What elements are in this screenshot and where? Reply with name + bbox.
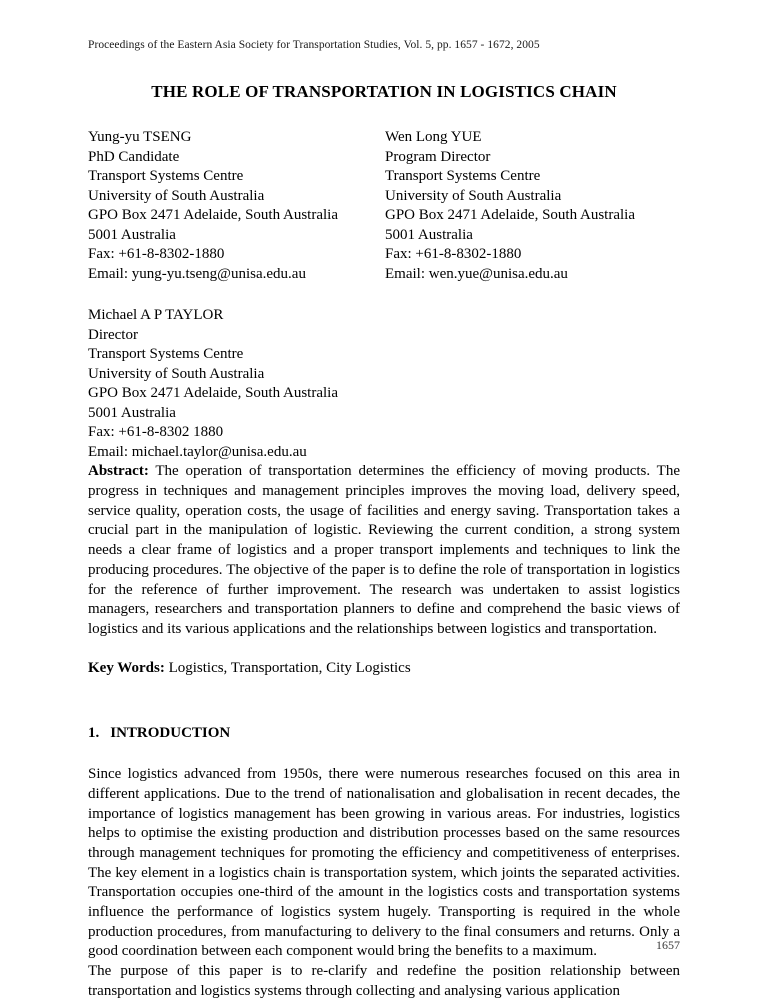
section-title: INTRODUCTION [110,725,231,742]
page-title: THE ROLE OF TRANSPORTATION IN LOGISTICS CHAIN [151,82,617,102]
author-postcode: 5001 Australia [88,226,176,243]
author-name: Yung-yu TSENG [88,129,192,146]
author-role: Director [88,326,138,343]
author-block-second [385,128,680,284]
author-role: PhD Candidate [88,148,180,165]
page-content [88,38,680,1002]
author-postcode: 5001 Australia [88,404,176,421]
author-role: Program Director [385,148,491,165]
abstract-paragraph [88,462,680,639]
author-postcode: 5001 Australia [385,226,473,243]
author-name: Wen Long YUE [385,129,482,146]
author-centre: Transport Systems Centre [385,168,541,185]
author-email: Email: michael.taylor@unisa.edu.au [88,443,307,460]
author-centre: Transport Systems Centre [88,346,244,363]
author-email: Email: yung-yu.tseng@unisa.edu.au [88,265,306,282]
page-number: 1657 [656,938,680,952]
author-fax: Fax: +61-8-8302-1880 [88,246,225,263]
keywords-label: Key Words: [88,659,165,676]
author-block-third [88,306,680,462]
author-name: Michael A P TAYLOR [88,307,224,324]
keywords-line [88,659,680,679]
section-heading-introduction [88,724,680,744]
keywords-text: Logistics, Transportation, City Logistics [164,659,411,676]
authors-row [88,128,680,284]
author-fax: Fax: +61-8-8302 1880 [88,424,224,441]
author-university: University of South Australia [88,187,265,204]
introduction-paragraph-1: Since logistics advanced from 1950s, there were numerous researches focused on this area in different applications. Due to the trend of nationalisation and globalisation in recent decades, the importance of logistics management has been growing in various areas. For industries, logistics helps to optimise the existing production and distribution processes based on the same resources through management techniques for promoting the efficiency and competitiveness of enterprises. The key element in a logistics chain is transportation system, which joints the separated activities. Transportation occupies one-third of the amount in the logistics costs and transportation systems influence the performance of logistics system hugely. Transporting is required in the whole production procedures, from manufacturing to delivery to the final consumers and returns. Only a good coordination between each component would bring the benefits to a maximum. [88,766,680,960]
author-university: University of South Australia [88,365,265,382]
abstract-text: The operation of transportation determines the efficiency of moving products. The progress in techniques and management principles improves the moving load, delivery speed, service quality, operation costs, the usage of facilities and energy saving. Transportation takes a crucial part in the manipulation of logistic. Reviewing the current condition, a strong system needs a clear frame of logistics and a proper transport implements and techniques to link the producing procedures. The objective of the paper is to define the role of transportation in logistics for the reference of further improvement. The research was undertaken to assist logistics managers, researchers and transportation planners to define and comprehend the basic views of logistics and its various applications and the relationships between logistics and transportation. [88,463,680,637]
author-email: Email: wen.yue@unisa.edu.au [385,265,568,282]
author-address: GPO Box 2471 Adelaide, South Australia [385,207,635,224]
abstract-label: Abstract: [88,463,149,480]
author-address: GPO Box 2471 Adelaide, South Australia [88,207,338,224]
author-fax: Fax: +61-8-8302-1880 [385,246,522,263]
running-head: Proceedings of the Eastern Asia Society for Transportation Studies, Vol. 5, pp. 1657 - 1672, 2005 [88,39,540,51]
introduction-paragraph-2: The purpose of this paper is to re-clarify and redefine the position relationship between transportation and logistics systems through collecting and analysing various application [88,963,680,999]
author-address: GPO Box 2471 Adelaide, South Australia [88,385,338,402]
author-university: University of South Australia [385,187,562,204]
author-block-first [88,128,385,284]
author-centre: Transport Systems Centre [88,168,244,185]
section-number: 1. [88,725,100,742]
